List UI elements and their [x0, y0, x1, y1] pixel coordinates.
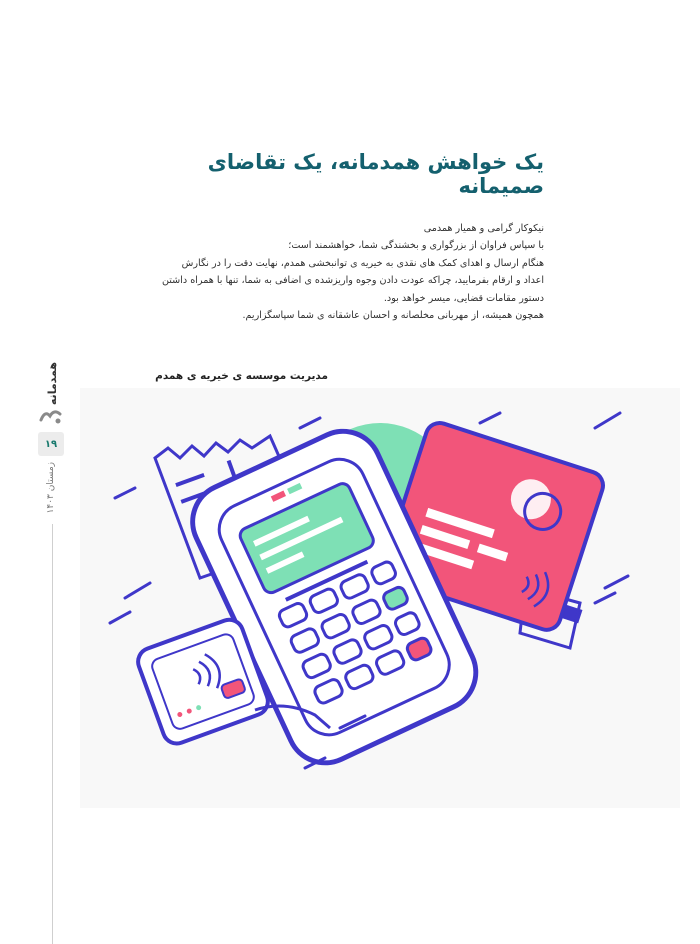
page-title: یک خواهش همدمانه، یک تقاضای صمیمانه: [207, 150, 544, 198]
body-line: نیکوکار گرامی و همیار همدمی: [423, 223, 544, 234]
hamdam-logo-icon: [38, 406, 64, 426]
magazine-name: همدمانه: [46, 362, 59, 406]
body-line: هنگام ارسال و اهدای کمک های نقدی به خیریه ی توانبخشی همدم، نهایت دقت را در نگارش: [181, 257, 544, 269]
signature: مدیریت موسسه ی خیریه ی همدم: [155, 370, 328, 382]
body-line: با سپاس فراوان از بزرگواری و بخشندگی شما، خواهشمند است؛: [288, 240, 544, 252]
pos-terminal-card-payment-illustration: [80, 388, 680, 808]
body-line: اعداد و ارقام بفرمایید، چراکه عودت دادن وجوه واریزشده ی اضافی به شما، تنها با همراه داشتن: [161, 275, 544, 287]
body-line: دستور مقامات قضایی، میسر خواهد بود.: [383, 292, 544, 304]
page-number: ۱۹: [38, 432, 64, 456]
letter-body: [161, 220, 544, 324]
sidebar-divider: [52, 524, 53, 944]
body-line: همچون همیشه، از مهربانی مخلصانه و احسان عاشقانه ی شما سپاسگزاریم.: [242, 310, 544, 322]
issue-label: زمستان ۱۴۰۳: [46, 462, 56, 514]
